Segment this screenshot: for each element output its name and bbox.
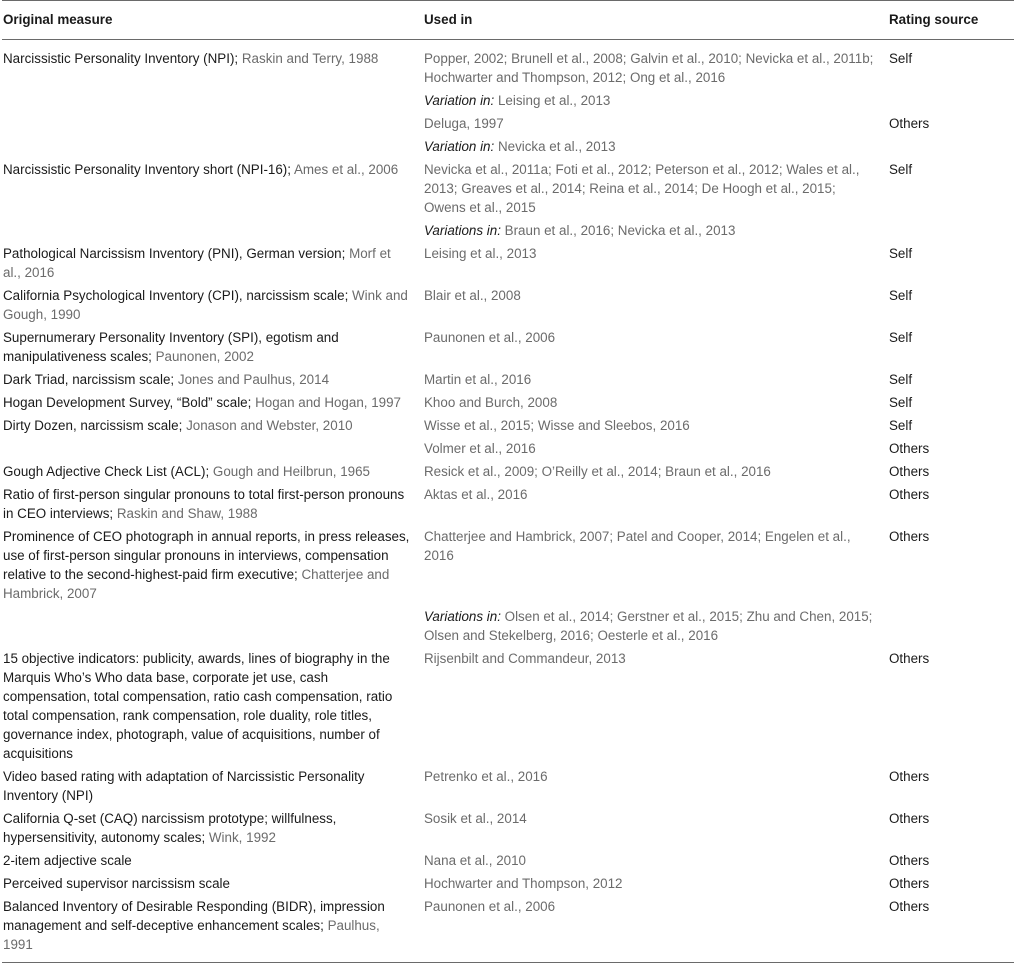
table-row bbox=[2, 645, 1014, 763]
rating-source-cell: Self bbox=[889, 418, 913, 433]
used-in-citations: Wisse et al., 2015; Wisse and Sleebos, 2016 bbox=[424, 418, 690, 433]
used-in-cell bbox=[423, 603, 889, 645]
variation-prefix: Variations in: bbox=[424, 609, 501, 624]
rating-source-cell: Others bbox=[889, 853, 930, 868]
used-in-citations: Blair et al., 2008 bbox=[424, 288, 521, 303]
measure-citation: Ames et al., 2006 bbox=[293, 162, 399, 177]
original-measure-cell bbox=[2, 481, 423, 523]
original-measure-cell bbox=[2, 805, 423, 847]
rating-source-cell: Others bbox=[889, 529, 930, 544]
used-in-cell bbox=[423, 523, 889, 603]
variation-prefix: Variation in: bbox=[424, 139, 495, 154]
variation-prefix: Variations in: bbox=[424, 223, 501, 238]
used-in-citations: Nevicka et al., 2011a; Foti et al., 2012; Peterson et al., 2012; Wales et al., 2013; Greaves et al., 2014; Reina et al., 2014; De Hoogh et al., 2015; Owens et al., 2015 bbox=[424, 162, 860, 215]
rating-source-cell: Others bbox=[889, 811, 930, 826]
rating-source-cell: Self bbox=[889, 246, 913, 261]
measure-text: 2-item adjective scale bbox=[3, 853, 132, 868]
table-row bbox=[2, 389, 1014, 412]
used-in-cell bbox=[423, 87, 889, 110]
used-in-citations: Aktas et al., 2016 bbox=[424, 487, 528, 502]
measure-text: Balanced Inventory of Desirable Responding (BIDR), impression management and self-deceptive enhancement scales; bbox=[3, 899, 385, 933]
rating-source-cell bbox=[889, 87, 1014, 110]
original-measure-cell bbox=[2, 87, 423, 110]
measure-text: California Q-set (CAQ) narcissism prototype; willfulness, hypersensitivity, autonomy scales; bbox=[3, 811, 337, 845]
original-measure-cell bbox=[2, 603, 423, 645]
rating-source-cell bbox=[889, 133, 1014, 156]
header-original-measure: Original measure bbox=[2, 1, 423, 40]
measure-citation: Jones and Paulhus, 2014 bbox=[177, 372, 330, 387]
used-in-citations: Chatterjee and Hambrick, 2007; Patel and Cooper, 2014; Engelen et al., 2016 bbox=[424, 529, 851, 563]
table-row bbox=[2, 240, 1014, 282]
measure-citation: Chatterjee and Hambrick, 2007 bbox=[3, 567, 390, 601]
rating-source-cell: Self bbox=[889, 51, 913, 66]
rating-source-cell bbox=[889, 603, 1014, 645]
used-in-citations: Hochwarter and Thompson, 2012 bbox=[424, 876, 623, 891]
table-header-row bbox=[2, 1, 1014, 40]
measure-citation: Raskin and Terry, 1988 bbox=[241, 51, 379, 66]
header-used-in: Used in bbox=[423, 1, 889, 40]
rating-source-cell: Self bbox=[889, 372, 913, 387]
used-in-citations: Leising et al., 2013 bbox=[424, 246, 537, 261]
rating-source-cell: Self bbox=[889, 395, 913, 410]
used-in-citations: Nevicka et al., 2013 bbox=[497, 139, 616, 154]
measure-text: Ratio of first-person singular pronouns to total first-person pronouns in CEO interviews; bbox=[3, 487, 405, 521]
used-in-cell bbox=[423, 240, 889, 282]
measure-text: Prominence of CEO photograph in annual reports, in press releases, use of first-person singular pronouns in interviews, compensation relative to the second-highest-paid firm executive; bbox=[3, 529, 410, 582]
variation-prefix: Variation in: bbox=[424, 93, 495, 108]
original-measure-cell bbox=[2, 523, 423, 603]
original-measure-cell bbox=[2, 40, 423, 88]
header-rating-source: Rating source bbox=[889, 1, 1014, 40]
table-row bbox=[2, 110, 1014, 133]
measure-text: Gough Adjective Check List (ACL); bbox=[3, 464, 210, 479]
used-in-citations: Popper, 2002; Brunell et al., 2008; Galvin et al., 2010; Nevicka et al., 2011b; Hochwarter and Thompson, 2012; Ong et al., 2016 bbox=[424, 51, 874, 85]
used-in-citations: Rijsenbilt and Commandeur, 2013 bbox=[424, 651, 626, 666]
measure-text: Dirty Dozen, narcissism scale; bbox=[3, 418, 183, 433]
measure-text: Dark Triad, narcissism scale; bbox=[3, 372, 175, 387]
original-measure-cell bbox=[2, 870, 423, 893]
table-row bbox=[2, 893, 1014, 963]
used-in-citations: Paunonen et al., 2006 bbox=[424, 899, 556, 914]
used-in-citations: Deluga, 1997 bbox=[424, 116, 504, 131]
original-measure-cell bbox=[2, 282, 423, 324]
used-in-citations: Nana et al., 2010 bbox=[424, 853, 526, 868]
original-measure-cell bbox=[2, 133, 423, 156]
rating-source-cell bbox=[889, 217, 1014, 240]
table-row bbox=[2, 133, 1014, 156]
measure-citation: Morf et al., 2016 bbox=[3, 246, 391, 280]
used-in-cell bbox=[423, 481, 889, 523]
rating-source-cell: Others bbox=[889, 651, 930, 666]
original-measure-cell bbox=[2, 389, 423, 412]
rating-source-cell: Self bbox=[889, 162, 913, 177]
table-row bbox=[2, 87, 1014, 110]
used-in-cell bbox=[423, 133, 889, 156]
measure-text: Narcissistic Personality Inventory short (NPI-16); bbox=[3, 162, 291, 177]
original-measure-cell bbox=[2, 324, 423, 366]
rating-source-cell: Others bbox=[889, 876, 930, 891]
used-in-citations: Braun et al., 2016; Nevicka et al., 2013 bbox=[504, 223, 736, 238]
original-measure-cell bbox=[2, 240, 423, 282]
used-in-cell bbox=[423, 412, 889, 435]
table-row bbox=[2, 870, 1014, 893]
original-measure-cell bbox=[2, 645, 423, 763]
used-in-cell bbox=[423, 645, 889, 763]
measures-table bbox=[2, 0, 1014, 963]
table-row bbox=[2, 435, 1014, 458]
measure-citation: Jonason and Webster, 2010 bbox=[186, 418, 353, 433]
used-in-citations: Leising et al., 2013 bbox=[497, 93, 611, 108]
used-in-citations: Khoo and Burch, 2008 bbox=[424, 395, 558, 410]
table-row bbox=[2, 366, 1014, 389]
table-row bbox=[2, 603, 1014, 645]
measure-citation: Paulhus, 1991 bbox=[3, 918, 380, 952]
used-in-cell bbox=[423, 847, 889, 870]
measure-text: Pathological Narcissism Inventory (PNI), German version; bbox=[3, 246, 346, 261]
rating-source-cell: Others bbox=[889, 487, 930, 502]
measure-citation: Wink and Gough, 1990 bbox=[3, 288, 408, 322]
original-measure-cell bbox=[2, 412, 423, 435]
used-in-cell bbox=[423, 389, 889, 412]
rating-source-cell: Others bbox=[889, 769, 930, 784]
table-row bbox=[2, 412, 1014, 435]
rating-source-cell: Others bbox=[889, 441, 930, 456]
original-measure-cell bbox=[2, 156, 423, 217]
original-measure-cell bbox=[2, 893, 423, 963]
original-measure-cell bbox=[2, 217, 423, 240]
used-in-citations: Sosik et al., 2014 bbox=[424, 811, 527, 826]
measure-text: Hogan Development Survey, “Bold” scale; bbox=[3, 395, 252, 410]
used-in-cell bbox=[423, 282, 889, 324]
used-in-citations: Volmer et al., 2016 bbox=[424, 441, 536, 456]
used-in-cell bbox=[423, 217, 889, 240]
measure-citation: Raskin and Shaw, 1988 bbox=[116, 506, 258, 521]
used-in-cell bbox=[423, 156, 889, 217]
measure-citation: Wink, 1992 bbox=[208, 830, 276, 845]
used-in-citations: Martin et al., 2016 bbox=[424, 372, 532, 387]
rating-source-cell: Self bbox=[889, 288, 913, 303]
measure-text: Video based rating with adaptation of Narcissistic Personality Inventory (NPI) bbox=[3, 769, 365, 803]
used-in-cell bbox=[423, 40, 889, 88]
measure-text: Perceived supervisor narcissism scale bbox=[3, 876, 230, 891]
table-row bbox=[2, 805, 1014, 847]
rating-source-cell: Self bbox=[889, 330, 913, 345]
table-row bbox=[2, 324, 1014, 366]
used-in-citations: Petrenko et al., 2016 bbox=[424, 769, 548, 784]
used-in-cell bbox=[423, 110, 889, 133]
original-measure-cell bbox=[2, 458, 423, 481]
measure-citation: Gough and Heilbrun, 1965 bbox=[212, 464, 370, 479]
measure-citation: Hogan and Hogan, 1997 bbox=[255, 395, 402, 410]
used-in-cell bbox=[423, 435, 889, 458]
original-measure-cell bbox=[2, 847, 423, 870]
used-in-citations: Resick et al., 2009; O’Reilly et al., 2014; Braun et al., 2016 bbox=[424, 464, 771, 479]
used-in-cell bbox=[423, 805, 889, 847]
table-row bbox=[2, 217, 1014, 240]
table-row bbox=[2, 763, 1014, 805]
used-in-cell bbox=[423, 458, 889, 481]
used-in-citations: Olsen et al., 2014; Gerstner et al., 2015; Zhu and Chen, 2015; Olsen and Stekelberg, 2016; Oesterle et al., 2016 bbox=[424, 609, 873, 643]
table-row bbox=[2, 481, 1014, 523]
original-measure-cell bbox=[2, 110, 423, 133]
original-measure-cell bbox=[2, 435, 423, 458]
measure-text: Supernumerary Personality Inventory (SPI), egotism and manipulativeness scales; bbox=[3, 330, 339, 364]
table-row bbox=[2, 40, 1014, 88]
used-in-cell bbox=[423, 324, 889, 366]
measure-text: California Psychological Inventory (CPI), narcissism scale; bbox=[3, 288, 349, 303]
rating-source-cell: Others bbox=[889, 464, 930, 479]
table-row bbox=[2, 156, 1014, 217]
original-measure-cell bbox=[2, 763, 423, 805]
original-measure-cell bbox=[2, 366, 423, 389]
table-row bbox=[2, 458, 1014, 481]
used-in-cell bbox=[423, 366, 889, 389]
rating-source-cell: Others bbox=[889, 116, 930, 131]
measure-text: 15 objective indicators: publicity, awards, lines of biography in the Marquis Who’s Who data base, corporate jet use, cash compensation, total compensation, ratio cash compensation, ratio total compensation, rank compensation, role duality, role titles, governance index, photograph, value of acquisitions, number of acquisitions bbox=[3, 651, 393, 761]
table-row bbox=[2, 523, 1014, 603]
used-in-cell bbox=[423, 763, 889, 805]
measure-citation: Paunonen, 2002 bbox=[155, 349, 254, 364]
used-in-citations: Paunonen et al., 2006 bbox=[424, 330, 556, 345]
used-in-cell bbox=[423, 870, 889, 893]
table-row bbox=[2, 282, 1014, 324]
table-body bbox=[2, 40, 1014, 963]
table-row bbox=[2, 847, 1014, 870]
rating-source-cell: Others bbox=[889, 893, 1014, 963]
measure-text: Narcissistic Personality Inventory (NPI); bbox=[3, 51, 239, 66]
used-in-cell bbox=[423, 893, 889, 963]
